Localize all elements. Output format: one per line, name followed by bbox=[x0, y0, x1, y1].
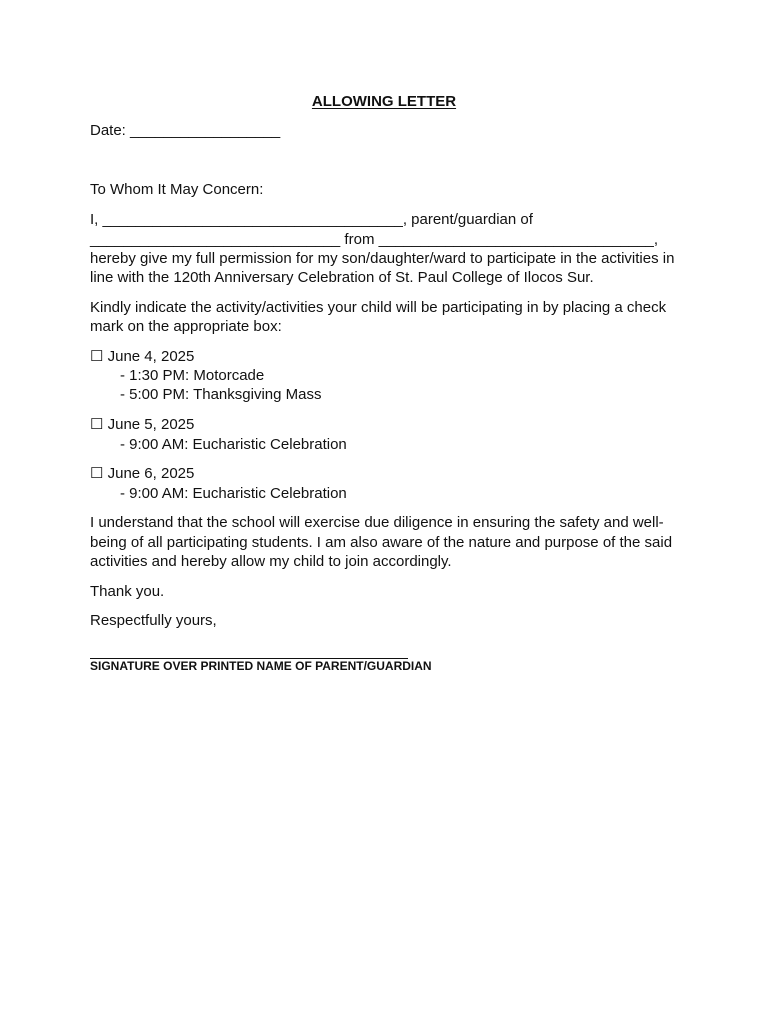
letter-title: ALLOWING LETTER bbox=[311, 93, 457, 110]
activity-item-eucharistic-celebration-june-5: - 9:00 AM: Eucharistic Celebration bbox=[120, 436, 347, 453]
activity-date-june-6: ☐ June 6, 2025 bbox=[90, 465, 195, 482]
signature-label: SIGNATURE OVER PRINTED NAME OF PARENT/GUARDIAN bbox=[90, 659, 432, 673]
activity-item-thanksgiving-mass: - 5:00 PM: Thanksgiving Mass bbox=[120, 386, 322, 403]
date-line: Date: __________________ bbox=[90, 122, 281, 139]
permission-line-4: line with the 120th Anniversary Celebration of St. Paul College of Ilocos Sur. bbox=[90, 269, 594, 286]
diligence-line-2: being of all participating students. I am also aware of the nature and purpose of the said bbox=[90, 534, 673, 551]
permission-line-1: I, ____________________________________, parent/guardian of bbox=[90, 211, 533, 228]
closing-text: Respectfully yours, bbox=[90, 612, 217, 629]
permission-line-3: hereby give my full permission for my son/daughter/ward to participate in the activities in bbox=[90, 250, 675, 267]
instruction-line-1: Kindly indicate the activity/activities your child will be participating in by placing a check bbox=[90, 299, 667, 316]
diligence-line-1: I understand that the school will exercise due diligence in ensuring the safety and well- bbox=[90, 514, 664, 531]
activity-item-motorcade: - 1:30 PM: Motorcade bbox=[120, 367, 265, 384]
thanks-text: Thank you. bbox=[90, 583, 165, 600]
activity-item-eucharistic-celebration-june-6: - 9:00 AM: Eucharistic Celebration bbox=[120, 485, 347, 502]
diligence-line-3: activities and hereby allow my child to join accordingly. bbox=[90, 553, 452, 570]
instruction-line-2: mark on the appropriate box: bbox=[90, 318, 282, 335]
activity-date-june-4: ☐ June 4, 2025 bbox=[90, 348, 195, 365]
activity-date-june-5: ☐ June 5, 2025 bbox=[90, 416, 195, 433]
permission-line-2: ______________________________ from _________________________________, bbox=[90, 231, 659, 248]
salutation: To Whom It May Concern: bbox=[90, 181, 264, 198]
